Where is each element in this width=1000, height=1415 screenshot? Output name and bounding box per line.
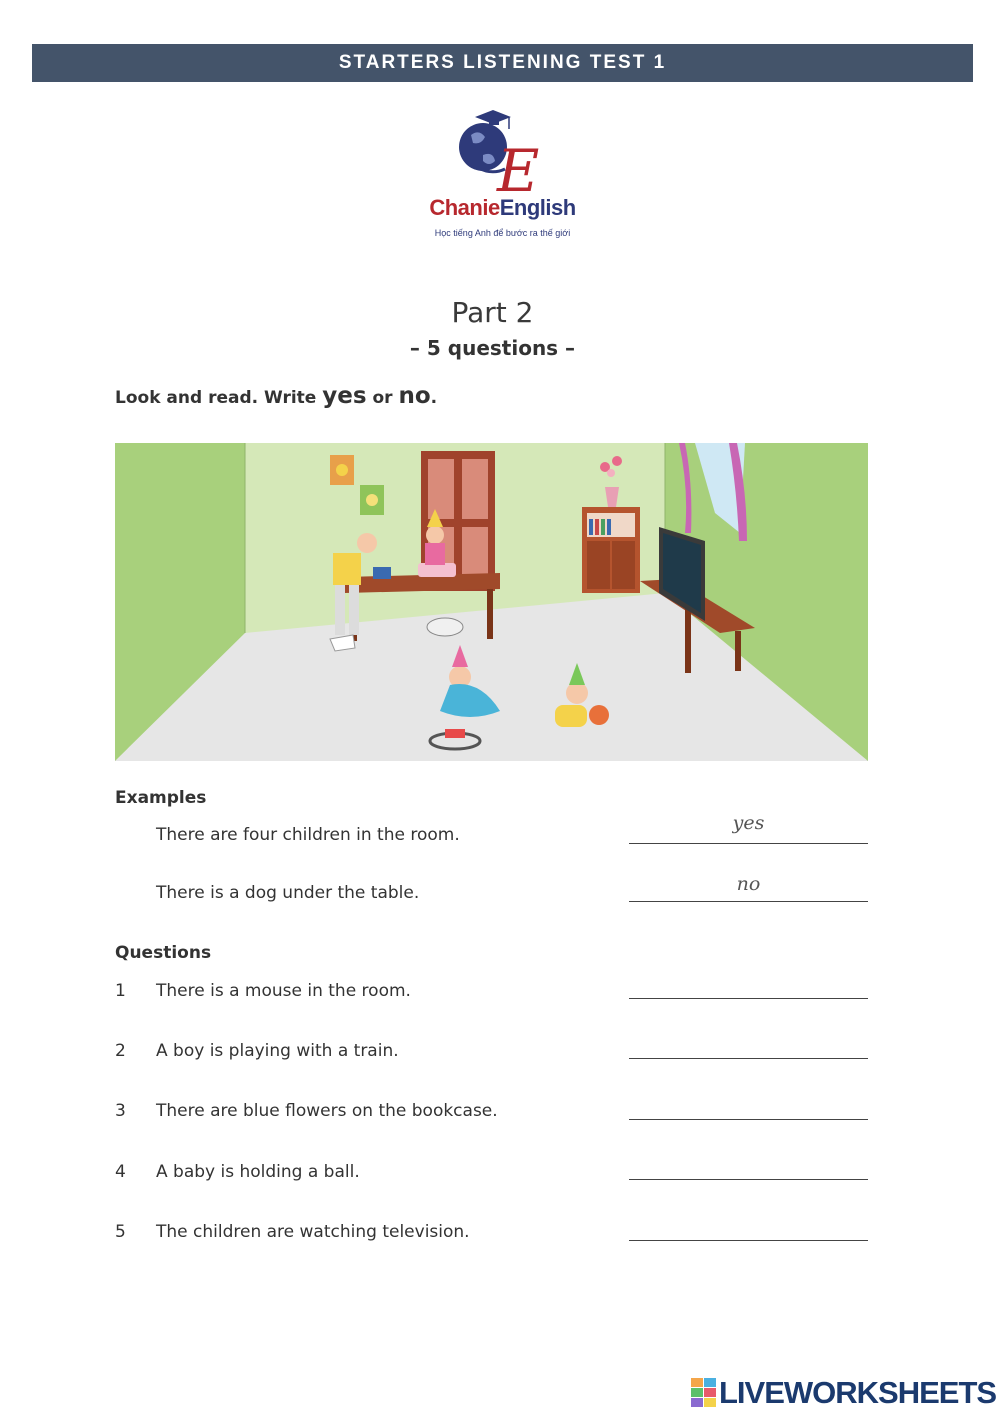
part-title: Part 2 <box>451 296 534 329</box>
questions-heading: Questions <box>115 943 212 963</box>
question-5-answer-input[interactable] <box>629 1240 868 1241</box>
example-1-text: There are four children in the room. <box>156 825 460 845</box>
liveworksheets-blocks-icon <box>691 1378 717 1408</box>
globe-cap-icon <box>365 95 640 195</box>
birthday-cake <box>418 563 456 577</box>
question-4-answer-input[interactable] <box>629 1179 868 1180</box>
question-3-text: There are blue flowers on the bookcase. <box>156 1101 498 1121</box>
instruction-suffix: . <box>430 388 438 408</box>
instruction <box>115 383 437 409</box>
liveworksheets-logo <box>691 1375 997 1411</box>
logo-tagline: Học tiếng Anh để bước ra thế giới <box>434 228 571 238</box>
cat <box>427 618 463 636</box>
question-5-text: The children are watching television. <box>156 1222 470 1242</box>
example-1-answer: yes <box>732 812 765 834</box>
instruction-prefix: Look and read. Write <box>115 388 323 408</box>
question-1-number: 1 <box>115 981 126 1001</box>
question-3-answer-input[interactable] <box>629 1119 868 1120</box>
question-2-number: 2 <box>115 1041 126 1061</box>
examples-heading: Examples <box>115 788 207 808</box>
question-3-number: 3 <box>115 1101 126 1121</box>
chanie-english-logo <box>365 95 640 275</box>
liveworksheets-brand: LIVEWORKSHEETS <box>719 1375 997 1410</box>
question-1-answer-input[interactable] <box>629 998 868 999</box>
logo-brand-part1: Chanie <box>429 195 500 220</box>
instruction-word-yes: yes <box>322 383 367 409</box>
baby-with-ball <box>555 705 587 727</box>
svg-text:E: E <box>497 137 540 195</box>
boy-with-present <box>333 553 361 585</box>
example-2-text: There is a dog under the table. <box>156 883 420 903</box>
question-4-number: 4 <box>115 1162 126 1182</box>
question-4-text: A baby is holding a ball. <box>156 1162 360 1182</box>
logo-brand-part2: English <box>499 195 576 220</box>
girl-at-table <box>425 543 445 565</box>
example-2-answer: no <box>736 873 761 895</box>
question-5-number: 5 <box>115 1222 126 1242</box>
part-subtitle: – 5 questions – <box>409 336 576 360</box>
example-1-answer-line <box>629 843 868 844</box>
logo-brand-name <box>365 195 640 221</box>
question-2-answer-input[interactable] <box>629 1058 868 1059</box>
example-2-answer-line <box>629 901 868 902</box>
question-2-text: A boy is playing with a train. <box>156 1041 399 1061</box>
instruction-word-no: no <box>398 383 431 409</box>
question-1-text: There is a mouse in the room. <box>156 981 411 1001</box>
header-title: STARTERS LISTENING TEST 1 <box>32 44 973 82</box>
instruction-middle: or <box>366 388 399 408</box>
room-scene-illustration <box>115 443 868 761</box>
